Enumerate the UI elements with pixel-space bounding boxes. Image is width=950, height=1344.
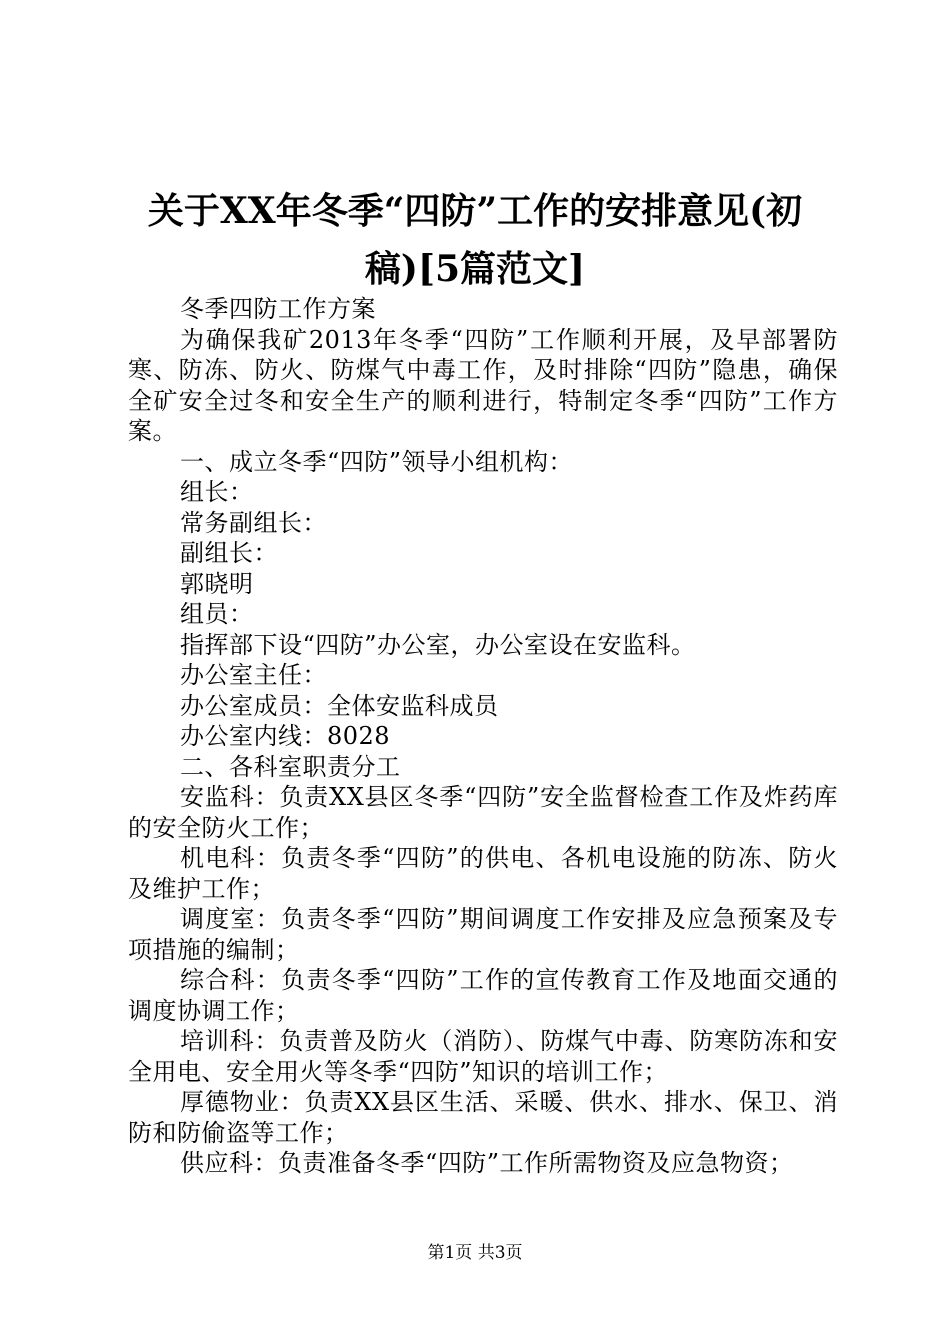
paragraph: 郭晓明 [180, 569, 254, 598]
paragraph: 厚德物业：负责XX县区生活、采暖、供水、排水、保卫、消防和防偷盗等工作； [128, 1088, 838, 1147]
document-body [128, 294, 838, 1179]
paragraph: 组员： [180, 600, 254, 628]
document-title-line-1: 关于XX年冬季“四防”工作的安排意见(初 [147, 190, 803, 232]
paragraph: 调度室：负责冬季“四防”期间调度工作安排及应急预案及专项措施的编制； [128, 905, 838, 964]
document-title-line-2: 稿)[5篇范文] [364, 248, 586, 290]
paragraph: 机电科：负责冬季“四防”的供电、各机电设施的防冻、防火及维护工作； [128, 844, 838, 903]
paragraph: 常务副组长： [180, 508, 327, 537]
paragraph: 办公室主任： [180, 661, 327, 689]
paragraph: 一、成立冬季“四防”领导小组机构： [180, 447, 574, 476]
paragraph: 为确保我矿2013年冬季“四防”工作顺利开展，及早部署防寒、防冻、防火、防煤气中毒工作，及时排除“四防”隐患，确保全矿安全过冬和安全生产的顺利进行，特制定冬季“四防”工作方案。 [128, 325, 838, 445]
paragraph: 副组长： [180, 539, 278, 567]
paragraph: 冬季四防工作方案 [180, 295, 376, 323]
paragraph: 安监科：负责XX县区冬季“四防”安全监督检查工作及炸药库的安全防火工作； [128, 783, 838, 842]
paragraph: 综合科：负责冬季“四防”工作的宣传教育工作及地面交通的调度协调工作； [128, 966, 838, 1025]
page-footer: 第1页 共3页 [427, 1243, 523, 1263]
paragraph: 培训科：负责普及防火（消防）、防煤气中毒、防寒防冻和安全用电、安全用火等冬季“四防”知识的培训工作； [128, 1027, 838, 1086]
paragraph: 办公室内线：8028 [180, 722, 391, 750]
paragraph: 指挥部下设“四防”办公室，办公室设在安监科。 [180, 630, 696, 659]
paragraph: 办公室成员：全体安监科成员 [180, 691, 499, 720]
paragraph: 二、各科室职责分工 [180, 752, 401, 781]
paragraph: 组长： [180, 478, 254, 506]
paragraph: 供应科：负责准备冬季“四防”工作所需物资及应急物资； [180, 1149, 794, 1177]
